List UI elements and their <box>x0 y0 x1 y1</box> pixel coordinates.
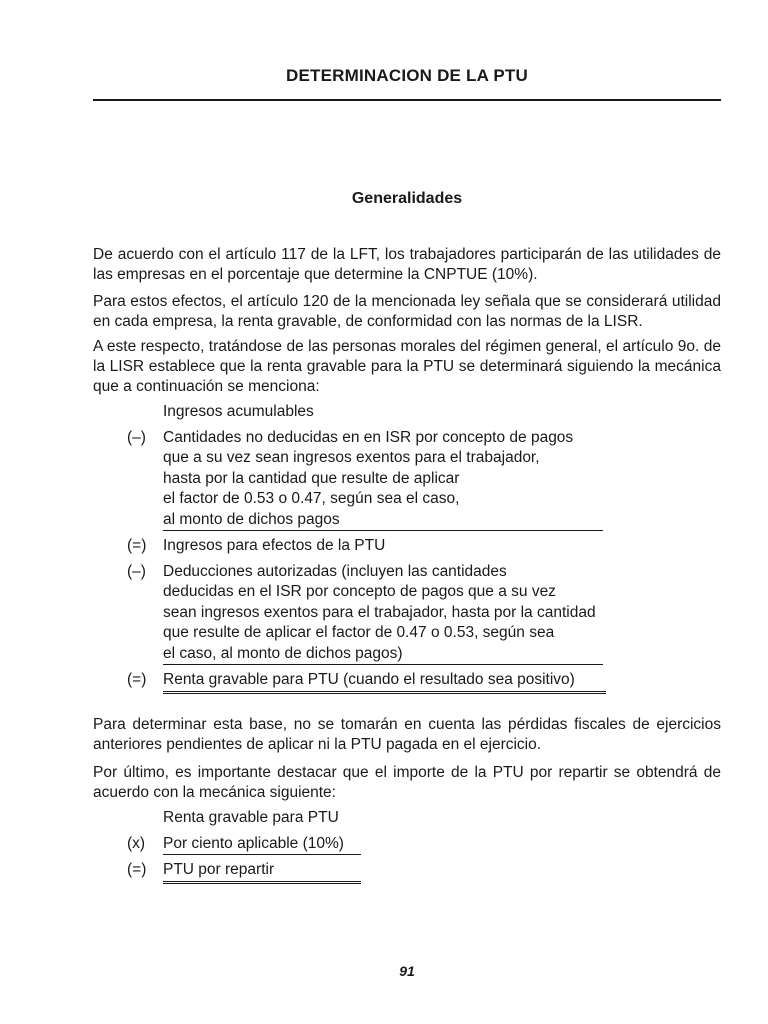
calc-operator: (–) <box>127 428 146 446</box>
calc-line: el caso, al monto de dichos pagos) <box>163 644 403 662</box>
calc-line: Por ciento aplicable (10%) <box>163 834 344 852</box>
page-header-title: DETERMINACION DE LA PTU <box>286 66 528 85</box>
calc-line: Ingresos acumulables <box>163 403 314 420</box>
header-rule <box>93 99 721 101</box>
calc-row-ptu-por-repartir <box>93 860 721 884</box>
calc-line: Renta gravable para PTU <box>163 809 339 826</box>
calc-operator: (=) <box>127 861 147 878</box>
calc-row-ingresos-ptu <box>93 536 721 557</box>
paragraph-2: Para estos efectos, el artículo 120 de la mencionada ley señala que se considerará utilidad en cada empresa, la renta gravable, de conformidad con las normas de la LISR. <box>93 293 721 330</box>
calc-line: que resulte de aplicar el factor de 0.47 o 0.53, según sea <box>163 624 555 641</box>
calc-line: que a su vez sean ingresos exentos para el trabajador, <box>163 449 540 466</box>
calc-line: al monto de dichos pagos <box>163 510 340 528</box>
calc-line: Renta gravable para PTU (cuando el resultado sea positivo) <box>163 671 575 688</box>
calc-operator: (–) <box>127 562 146 580</box>
paragraph-4: Para determinar esta base, no se tomarán en cuenta las pérdidas fiscales de ejercicios anteriores pendientes de aplicar ni la PTU pagada en el ejercicio. <box>93 716 721 753</box>
calc-line: sean ingresos exentos para el trabajador, hasta por la cantidad <box>163 603 596 621</box>
calc-row-ingresos-acumulables <box>93 402 721 423</box>
calculation-block-ptu-reparto <box>93 808 721 884</box>
calc-line: PTU por repartir <box>163 861 275 878</box>
calculation-block-ptu-base <box>93 402 721 694</box>
calc-line: deducidas en el ISR por concepto de pagos que a su vez <box>163 583 556 600</box>
calc-line: Deducciones autorizadas (incluyen las cantidades <box>163 562 507 580</box>
calc-row-por-ciento <box>93 834 721 856</box>
calc-operator: (x) <box>127 834 146 852</box>
calc-operator: (=) <box>127 537 147 554</box>
calc-row-renta-gravable <box>93 670 721 694</box>
calc-row-renta-gravable-ptu <box>93 808 721 829</box>
calc-operator <box>93 402 163 423</box>
calc-row-cantidades-no-deducidas <box>93 428 721 532</box>
calc-row-deducciones-autorizadas <box>93 562 721 666</box>
calc-operator <box>93 808 163 829</box>
paragraph-1: De acuerdo con el artículo 117 de la LFT, los trabajadores participarán de las utilidades de las empresas en el porcentaje que determine la CNPTUE (10%). <box>93 246 721 283</box>
paragraph-3: A este respecto, tratándose de las personas morales del régimen general, el artículo 9o. de la LISR establece que la renta gravable para la PTU se determinará siguiendo la mecánica que a continuación se menciona: <box>93 338 721 395</box>
paragraph-5: Por último, es importante destacar que el importe de la PTU por repartir se obtendrá de acuerdo con la mecánica siguiente: <box>93 764 721 801</box>
page-number: 91 <box>399 963 415 979</box>
calc-line: el factor de 0.53 o 0.47, según sea el caso, <box>163 490 460 507</box>
calc-operator: (=) <box>127 671 147 688</box>
calc-line: Ingresos para efectos de la PTU <box>163 537 386 554</box>
calc-line: hasta por la cantidad que resulte de aplicar <box>163 469 460 487</box>
calc-line: Cantidades no deducidas en en ISR por concepto de pagos <box>163 428 574 446</box>
section-title: Generalidades <box>351 190 463 207</box>
